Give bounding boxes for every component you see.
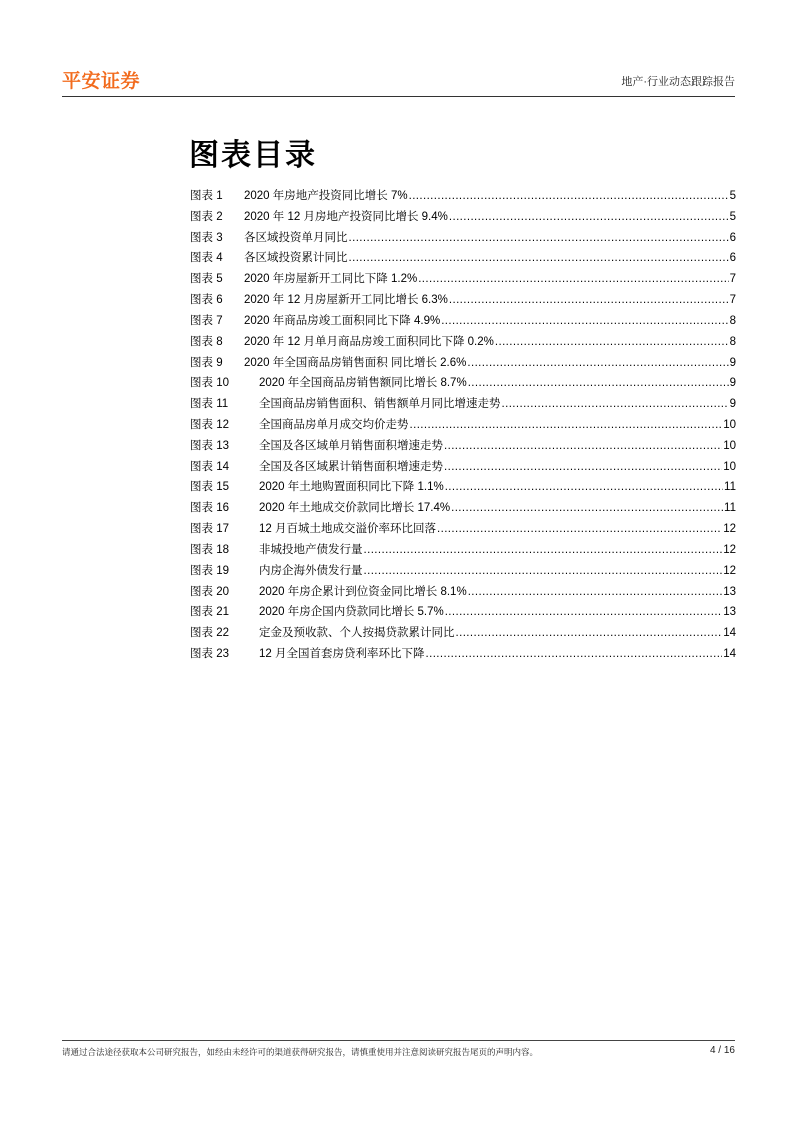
- toc-entry-title: 2020 年土地成交价款同比增长 17.4%: [259, 502, 451, 515]
- toc-entry[interactable]: [190, 480, 736, 495]
- toc-entry[interactable]: [190, 376, 736, 391]
- footer-divider: [62, 1040, 735, 1041]
- toc-entry-title: 12 月全国首套房贷利率环比下降: [259, 648, 425, 661]
- toc-entry-page: 12: [723, 543, 736, 556]
- toc-entry-label: 图表 3: [190, 231, 223, 244]
- toc-entry-page: 9: [729, 377, 736, 390]
- toc-entry-label: 图表 5: [190, 273, 223, 286]
- toc-entry-title: 非城投地产债发行量: [259, 543, 363, 556]
- toc-entry[interactable]: [190, 543, 736, 558]
- toc-entry[interactable]: [190, 626, 736, 641]
- page-title: 图表目录: [189, 139, 317, 172]
- toc-entry-label: 图表 19: [190, 564, 229, 577]
- header-divider: [62, 96, 735, 97]
- report-type: 地产·行业动态跟踪报告: [621, 76, 735, 88]
- toc-entry[interactable]: [190, 647, 736, 662]
- toc-entry[interactable]: [190, 418, 736, 433]
- toc-dot-leader: [410, 418, 723, 433]
- toc-entry-page: 11: [724, 481, 736, 494]
- toc-entry-title: 2020 年房屋新开工同比下降 1.2%: [244, 273, 418, 286]
- toc-entry-title: 12 月百城土地成交溢价率环比回落: [259, 523, 436, 536]
- toc-dot-leader: [444, 460, 722, 475]
- toc-entry-title: 2020 年房地产投资同比增长 7%: [244, 190, 408, 202]
- toc-entry-page: 10: [723, 419, 736, 432]
- toc-entry-title: 全国商品房销售面积、销售额单月同比增速走势: [259, 398, 501, 411]
- toc-entry-label: 图表 1: [190, 190, 223, 202]
- toc-entry-label: 图表 12: [190, 419, 229, 432]
- toc-entry-page: 14: [723, 627, 736, 640]
- toc-entry-page: 10: [723, 460, 736, 473]
- toc-entry-label: 图表 23: [190, 648, 229, 661]
- toc-entry-label: 图表 4: [190, 252, 223, 265]
- toc-dot-leader: [495, 335, 729, 350]
- toc-dot-leader: [449, 293, 729, 308]
- toc-entry-title: 各区域投资单月同比: [244, 231, 348, 244]
- toc-dot-leader: [418, 272, 728, 287]
- toc-entry[interactable]: [190, 231, 736, 246]
- toc-entry-label: 图表 18: [190, 543, 229, 556]
- toc-entry-page: 6: [729, 252, 736, 265]
- toc-entry-page: 5: [729, 190, 736, 202]
- toc-entry-page: 7: [729, 273, 736, 286]
- toc-entry-page: 12: [723, 523, 736, 536]
- toc-entry-title: 各区域投资累计同比: [244, 252, 348, 265]
- toc-entry-title: 2020 年商品房竣工面积同比下降 4.9%: [244, 314, 441, 327]
- toc-entry-label: 图表 10: [190, 377, 229, 390]
- toc-entry-title: 全国及各区域单月销售面积增速走势: [259, 439, 443, 452]
- toc-entry[interactable]: [190, 210, 736, 225]
- toc-dot-leader: [409, 189, 729, 204]
- toc-entry-title: 内房企海外债发行量: [259, 564, 363, 577]
- toc-entry-title: 2020 年全国商品房销售额同比增长 8.7%: [259, 377, 467, 390]
- toc-dot-leader: [364, 564, 723, 579]
- toc-entry-page: 8: [729, 335, 736, 348]
- toc-entry-title: 2020 年房企累计到位资金同比增长 8.1%: [259, 585, 467, 598]
- toc-entry[interactable]: [190, 439, 736, 454]
- toc-entry[interactable]: [190, 314, 736, 329]
- toc-dot-leader: [445, 605, 723, 620]
- toc-entry-page: 13: [723, 606, 736, 619]
- toc-dot-leader: [445, 480, 723, 495]
- toc-entry[interactable]: [190, 522, 736, 537]
- toc-entry-label: 图表 8: [190, 335, 223, 348]
- toc-entry[interactable]: [190, 189, 736, 204]
- toc-dot-leader: [364, 543, 723, 558]
- toc-dot-leader: [467, 356, 728, 371]
- toc-dot-leader: [444, 439, 722, 454]
- toc-entry-label: 图表 21: [190, 606, 229, 619]
- toc-entry-title: 定金及预收款、个人按揭贷款累计同比: [259, 627, 455, 640]
- toc-dot-leader: [449, 210, 729, 225]
- toc-entry-label: 图表 13: [190, 439, 229, 452]
- toc-entry[interactable]: [190, 272, 736, 287]
- toc-entry[interactable]: [190, 293, 736, 308]
- toc-dot-leader: [441, 314, 728, 329]
- toc-dot-leader: [468, 585, 723, 600]
- toc-dot-leader: [456, 626, 723, 641]
- toc-entry-label: 图表 15: [190, 481, 229, 494]
- toc-entry-page: 10: [723, 439, 736, 452]
- toc-entry[interactable]: [190, 501, 736, 516]
- toc-entry-title: 2020 年房企国内贷款同比增长 5.7%: [259, 606, 444, 619]
- toc-entry-label: 图表 7: [190, 314, 223, 327]
- toc-entry-page: 9: [729, 356, 736, 369]
- toc-entry-page: 6: [729, 231, 736, 244]
- footer-disclaimer: 请通过合法途径获取本公司研究报告，如经由未经许可的渠道获得研究报告，请慎重使用并注意阅读研究报告尾页的声明内容。: [62, 1047, 539, 1057]
- toc-dot-leader: [502, 397, 729, 412]
- toc-dot-leader: [451, 501, 723, 516]
- toc-entry-page: 14: [723, 648, 736, 661]
- toc-entry-label: 图表 2: [190, 210, 223, 223]
- toc-entry-label: 图表 20: [190, 585, 229, 598]
- toc-dot-leader: [349, 251, 729, 266]
- toc-dot-leader: [426, 647, 723, 662]
- company-logo: 平安证券: [62, 71, 141, 92]
- toc-entry-page: 11: [724, 502, 736, 515]
- toc-entry-label: 图表 16: [190, 502, 229, 515]
- toc-entry-label: 图表 11: [190, 398, 229, 411]
- toc-entry[interactable]: [190, 251, 736, 266]
- toc-entry-title: 2020 年 12 月单月商品房竣工面积同比下降 0.2%: [244, 335, 494, 348]
- toc-entry-page: 9: [729, 398, 736, 411]
- toc-entry-title: 2020 年 12 月房地产投资同比增长 9.4%: [244, 210, 448, 223]
- toc-entry-label: 图表 6: [190, 294, 223, 307]
- toc-entry-title: 2020 年全国商品房销售面积 同比增长 2.6%: [244, 356, 467, 369]
- toc-dot-leader: [468, 376, 729, 391]
- toc-entry-label: 图表 22: [190, 627, 229, 640]
- page-number: 4 / 16: [709, 1045, 735, 1056]
- toc-entry-title: 全国商品房单月成交均价走势: [259, 419, 409, 432]
- toc-entry[interactable]: [190, 356, 736, 371]
- toc-entry-label: 图表 14: [190, 460, 229, 473]
- toc-entry-page: 7: [729, 294, 736, 307]
- toc-entry[interactable]: [190, 605, 736, 620]
- toc-dot-leader: [437, 522, 722, 537]
- toc-entry-page: 13: [723, 585, 736, 598]
- toc-entry[interactable]: [190, 397, 736, 412]
- toc-entry-page: 5: [729, 210, 736, 223]
- toc-entry[interactable]: [190, 585, 736, 600]
- toc-entry-page: 8: [729, 314, 736, 327]
- toc-entry-title: 2020 年 12 月房屋新开工同比增长 6.3%: [244, 294, 448, 307]
- toc-entry-title: 2020 年土地购置面积同比下降 1.1%: [259, 481, 444, 494]
- toc-entry[interactable]: [190, 564, 736, 579]
- toc-entry-label: 图表 9: [190, 356, 223, 369]
- toc-entry-title: 全国及各区域累计销售面积增速走势: [259, 460, 443, 473]
- toc-entry-label: 图表 17: [190, 523, 229, 536]
- toc-dot-leader: [349, 231, 729, 246]
- toc-entry[interactable]: [190, 335, 736, 350]
- toc-entry-page: 12: [723, 564, 736, 577]
- toc-entry[interactable]: [190, 460, 736, 475]
